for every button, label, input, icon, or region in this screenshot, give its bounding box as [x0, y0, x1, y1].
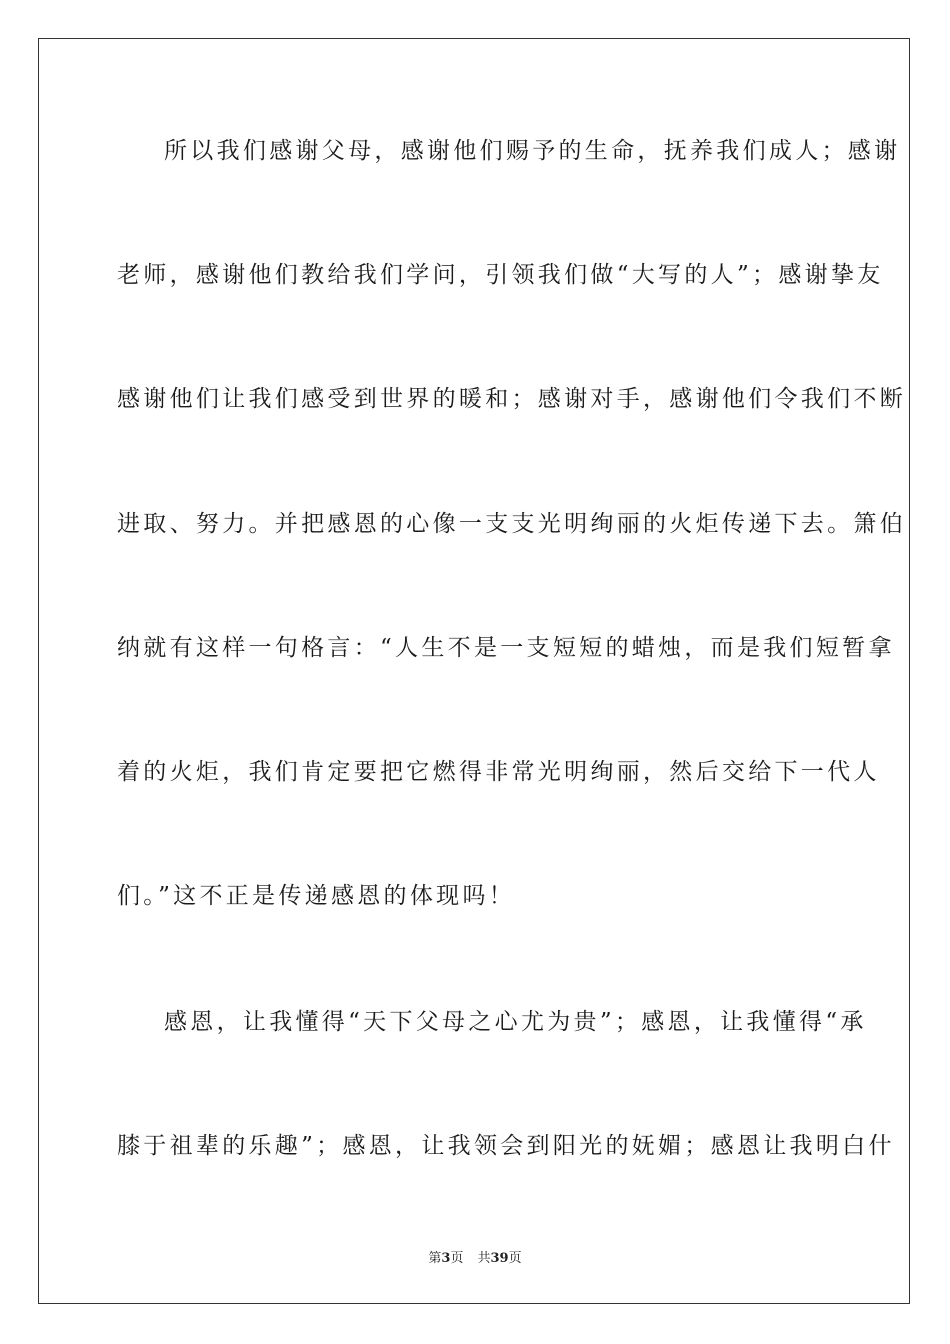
footer-page-suffix: 页	[450, 1251, 464, 1266]
paragraph-line-6: 着的火炬，我们肯定要把它燃得非常光明绚丽，然后交给下一代人	[117, 759, 880, 785]
paragraph-line-3: 感谢他们让我们感受到世界的暖和；感谢对手，感谢他们令我们不断	[117, 386, 906, 412]
paragraph-line-8: 感恩，让我懂得“天下父母之心尤为贵”；感恩，让我懂得“承	[164, 1009, 867, 1035]
paragraph-line-5: 纳就有这样一句格言：“人生不是一支短短的蜡烛，而是我们短暂拿	[117, 635, 895, 661]
footer-page-number: 3	[441, 1251, 451, 1266]
footer-total-suffix: 页	[508, 1251, 522, 1266]
page-border	[38, 38, 910, 1304]
paragraph-line-1: 所以我们感谢父母，感谢他们赐予的生命，抚养我们成人；感谢	[164, 138, 901, 164]
paragraph-line-7: 们。”这不正是传递感恩的体现吗！	[117, 883, 516, 909]
page-footer	[0, 1247, 950, 1266]
footer-total-pages: 39	[490, 1251, 509, 1266]
paragraph-line-2: 老师，感谢他们教给我们学问，引领我们做“大写的人”；感谢挚友	[117, 262, 884, 288]
footer-total-prefix: 共	[477, 1251, 491, 1266]
paragraph-line-9: 膝于祖辈的乐趣”；感恩，让我领会到阳光的妩媚；感恩让我明白什	[117, 1133, 895, 1159]
paragraph-line-4: 进取、努力。并把感恩的心像一支支光明绚丽的火炬传递下去。箫伯	[117, 511, 906, 537]
footer-page-prefix: 第	[428, 1251, 442, 1266]
